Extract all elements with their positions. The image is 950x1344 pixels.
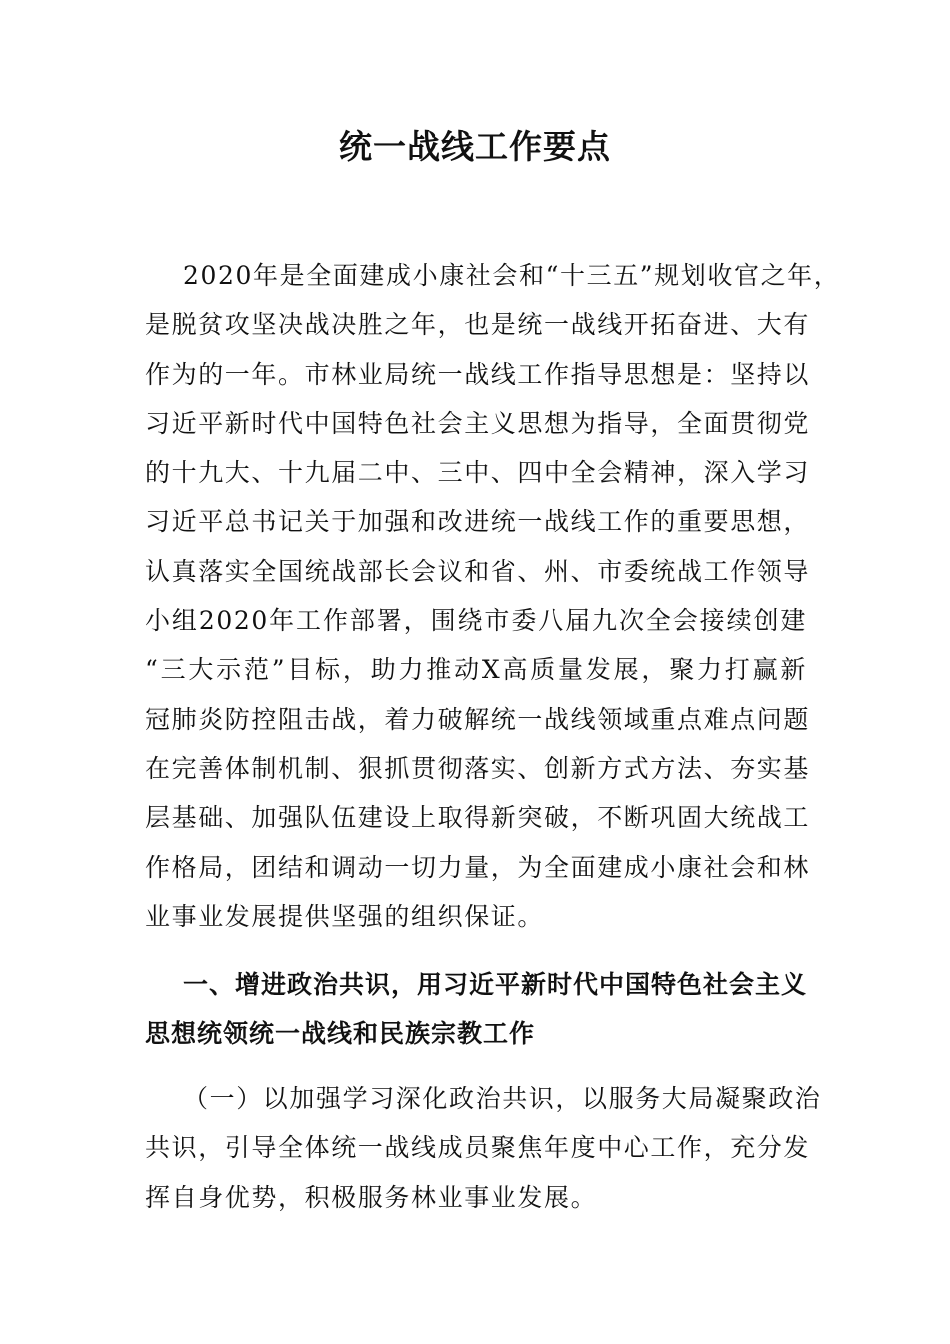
heading-line: 一、增进政治共识，用习近平新时代中国特色社会主义 xyxy=(183,970,808,999)
intro-paragraph xyxy=(145,251,841,941)
heading-line: 思想统领统一战线和民族宗教工作 xyxy=(145,1019,536,1048)
paragraph-line: 习近平总书记关于加强和改进统一战线工作的重要思想， xyxy=(145,507,811,537)
paragraph-line: 作为的一年。市林业局统一战线工作指导思想是：坚持以 xyxy=(145,359,811,389)
paragraph-line: 业事业发展提供坚强的组织保证。 xyxy=(145,901,545,931)
paragraph-line: 作格局，团结和调动一切力量，为全面建成小康社会和林 xyxy=(145,852,811,882)
paragraph-line: 是脱贫攻坚决战决胜之年，也是统一战线开拓奋进、大有 xyxy=(145,310,811,340)
paragraph-line: （一）以加强学习深化政治共识，以服务大局凝聚政治 xyxy=(183,1084,822,1113)
paragraph-line: 小组2020年工作部署，围绕市委八届九次全会接续创建 xyxy=(145,606,807,636)
document-title: 统一战线工作要点 xyxy=(339,127,611,166)
paragraph-line: 层基础、加强队伍建设上取得新突破，不断巩固大统战工 xyxy=(145,803,811,833)
section-heading xyxy=(145,960,807,1058)
paragraph-line: 共识，引导全体统一战线成员聚焦年度中心工作，充分发 xyxy=(145,1133,811,1163)
paragraph-line: “三大示范”目标，助力推动X高质量发展，聚力打赢新 xyxy=(145,655,807,685)
paragraph-line: 在完善体制机制、狠抓贯彻落实、创新方式方法、夯实基 xyxy=(145,753,811,783)
paragraph-line: 认真落实全国统战部长会议和省、州、市委统战工作领导 xyxy=(145,556,811,586)
paragraph-line: 冠肺炎防控阻击战，着力破解统一战线领域重点难点问题 xyxy=(145,704,811,734)
paragraph-line: 挥自身优势，积极服务林业事业发展。 xyxy=(145,1182,598,1212)
paragraph-line: 2020年是全面建成小康社会和“十三五”规划收官之年， xyxy=(183,261,841,290)
paragraph-line: 的十九大、十九届二中、三中、四中全会精神，深入学习 xyxy=(145,458,811,488)
paragraph-line: 习近平新时代中国特色社会主义思想为指导，全面贯彻党 xyxy=(145,408,811,438)
subsection-paragraph xyxy=(145,1074,822,1222)
